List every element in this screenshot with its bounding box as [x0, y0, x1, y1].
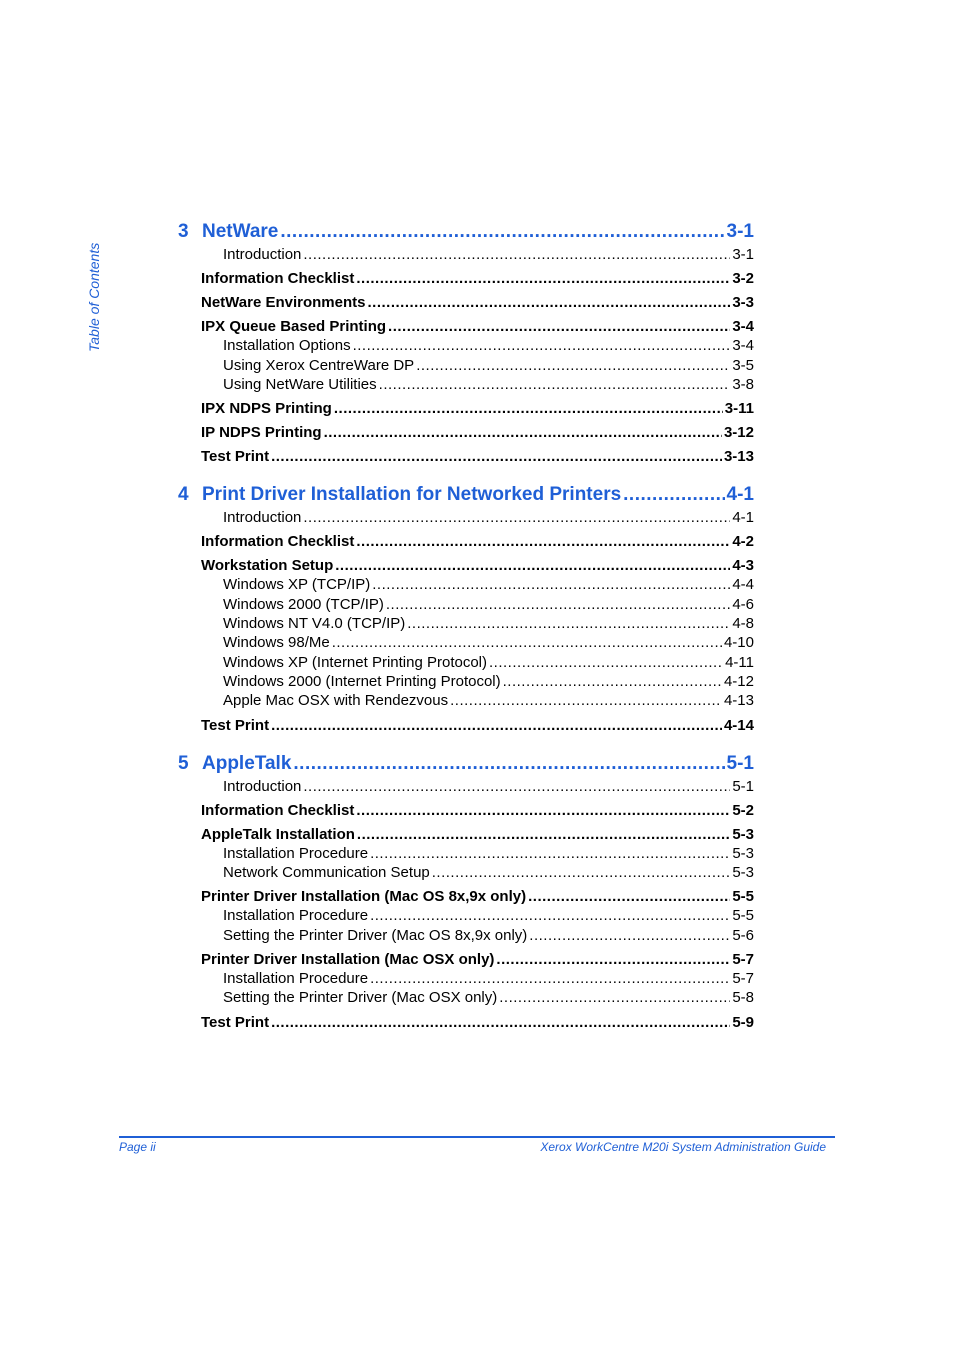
dot-leader: [367, 294, 730, 311]
chapter-page: 3-1: [726, 221, 754, 242]
dot-leader: [528, 888, 730, 905]
entry-page: 5-8: [732, 989, 754, 1007]
toc-section-entry[interactable]: [201, 1014, 754, 1033]
chapter-title: NetWare: [202, 221, 279, 242]
table-of-contents: [178, 218, 754, 1033]
dot-leader: [450, 692, 722, 709]
entry-page: 3-13: [723, 448, 754, 466]
dot-leader: [379, 376, 731, 393]
toc-section-entry[interactable]: [201, 717, 754, 736]
chapter-line: [202, 753, 754, 775]
toc-section-entry[interactable]: [201, 557, 754, 576]
toc-subsection-entry[interactable]: [223, 927, 754, 946]
dot-leader: [370, 845, 730, 862]
toc-subsection-entry[interactable]: [223, 864, 754, 883]
toc-subsection-entry[interactable]: [223, 509, 754, 528]
dot-leader: [370, 970, 730, 987]
dot-leader: [271, 448, 722, 465]
entry-page: 5-3: [732, 825, 754, 843]
toc-subsection-entry[interactable]: [223, 970, 754, 989]
toc-section-entry[interactable]: [201, 270, 754, 289]
toc-subsection-entry[interactable]: [223, 357, 754, 376]
toc-subsection-entry[interactable]: [223, 615, 754, 634]
entry-title: Installation Options: [223, 337, 351, 355]
entry-page: 5-1: [732, 777, 754, 795]
entry-page: 4-14: [723, 716, 754, 734]
toc-subsection-entry[interactable]: [223, 634, 754, 653]
entry-page: 3-8: [732, 375, 754, 393]
dot-leader: [529, 927, 730, 944]
chapter-number: 5: [178, 752, 189, 774]
entry-title: Windows 98/Me: [223, 634, 330, 652]
dot-leader: [489, 654, 723, 671]
dot-leader: [432, 864, 731, 881]
dot-leader: [303, 509, 730, 526]
toc-subsection-entry[interactable]: [223, 989, 754, 1008]
entry-page: 3-5: [732, 356, 754, 374]
toc-subsection-entry[interactable]: [223, 673, 754, 692]
entry-title: NetWare Environments: [201, 294, 366, 312]
entry-title: Test Print: [201, 1013, 270, 1031]
dot-leader: [416, 357, 730, 374]
toc-section-entry[interactable]: [201, 826, 754, 845]
toc-chapter[interactable]: [178, 218, 754, 246]
entry-page: 3-1: [732, 246, 754, 263]
dot-leader: [370, 907, 730, 924]
dot-leader: [357, 826, 730, 843]
entry-page: 4-11: [725, 653, 754, 671]
entry-title: Windows 2000 (Internet Printing Protocol): [223, 672, 501, 690]
entry-title: Introduction: [223, 246, 302, 263]
dot-leader: [356, 270, 730, 287]
toc-section-entry[interactable]: [201, 448, 754, 467]
entry-title: Installation Procedure: [223, 907, 369, 925]
dot-leader: [372, 576, 730, 593]
dot-leader: [407, 615, 730, 632]
toc-section-entry[interactable]: [201, 802, 754, 821]
entry-title: Apple Mac OSX with Rendezvous: [223, 692, 449, 710]
entry-title: Printer Driver Installation (Mac OSX only): [201, 951, 495, 969]
entry-page: 4-1: [732, 509, 754, 527]
entry-title: Test Print: [201, 716, 270, 734]
entry-page: 3-11: [724, 400, 754, 418]
toc-subsection-entry[interactable]: [223, 778, 754, 797]
toc-subsection-entry[interactable]: [223, 654, 754, 673]
entry-page: 5-5: [732, 888, 754, 906]
toc-subsection-entry[interactable]: [223, 246, 754, 265]
dot-leader: [293, 753, 724, 775]
dot-leader: [332, 634, 722, 651]
dot-leader: [334, 400, 723, 417]
toc-section-entry[interactable]: [201, 400, 754, 419]
toc-chapter[interactable]: [178, 481, 754, 509]
dot-leader: [271, 1014, 730, 1031]
entry-title: IPX NDPS Printing: [201, 400, 332, 418]
dot-leader: [271, 717, 722, 734]
entry-title: Workstation Setup: [201, 557, 334, 575]
chapter-page: 4-1: [726, 484, 754, 506]
entry-page: 5-3: [732, 864, 754, 882]
entry-title: Test Print: [201, 448, 270, 466]
side-tab-label: Table of Contents: [86, 242, 102, 352]
entry-page: 4-13: [723, 692, 754, 710]
entry-title: Setting the Printer Driver (Mac OS 8x,9x only): [223, 926, 528, 944]
entry-page: 5-7: [732, 951, 754, 969]
chapter-line: [202, 221, 754, 243]
toc-subsection-entry[interactable]: [223, 376, 754, 395]
entry-title: Introduction: [223, 777, 302, 795]
toc-subsection-entry[interactable]: [223, 845, 754, 864]
toc-chapter[interactable]: [178, 750, 754, 778]
entry-page: 5-7: [732, 970, 754, 988]
entry-page: 5-6: [732, 926, 754, 944]
dot-leader: [303, 778, 730, 795]
entry-title: Using NetWare Utilities: [223, 375, 377, 393]
toc-section-entry[interactable]: [201, 294, 754, 313]
toc-section-entry[interactable]: [201, 951, 754, 970]
footer-guide-title: Xerox WorkCentre M20i System Administration Guide: [540, 1140, 826, 1154]
chapter-page: 5-1: [726, 752, 754, 774]
dot-leader: [386, 596, 730, 613]
dot-leader: [499, 989, 730, 1006]
toc-section-entry[interactable]: [201, 533, 754, 552]
entry-title: Windows XP (Internet Printing Protocol): [223, 653, 488, 671]
entry-title: IP NDPS Printing: [201, 424, 322, 442]
entry-title: Windows XP (TCP/IP): [223, 576, 371, 594]
entry-title: Installation Procedure: [223, 844, 369, 862]
entry-page: 3-2: [732, 270, 754, 288]
entry-page: 4-4: [732, 576, 754, 594]
dot-leader: [356, 533, 730, 550]
dot-leader: [356, 802, 730, 819]
entry-title: Installation Procedure: [223, 970, 369, 988]
entry-page: 3-4: [732, 337, 754, 355]
toc-section-entry[interactable]: [201, 424, 754, 443]
dot-leader: [280, 221, 724, 243]
toc-section-entry[interactable]: [201, 318, 754, 337]
dot-leader: [353, 337, 731, 354]
footer-page-number: Page ii: [119, 1140, 156, 1154]
entry-title: Information Checklist: [201, 270, 355, 288]
dot-leader: [303, 246, 730, 263]
dot-leader: [496, 951, 730, 968]
entry-title: Information Checklist: [201, 801, 355, 819]
entry-page: 3-3: [732, 294, 754, 312]
entry-title: Setting the Printer Driver (Mac OSX only): [223, 989, 498, 1007]
entry-page: 4-12: [723, 672, 754, 690]
toc-section-entry[interactable]: [201, 888, 754, 907]
entry-title: Network Communication Setup: [223, 864, 430, 882]
entry-page: 4-8: [732, 615, 754, 633]
entry-page: 5-9: [732, 1013, 754, 1031]
toc-subsection-entry[interactable]: [223, 576, 754, 595]
entry-page: 5-3: [732, 844, 754, 862]
entry-page: 4-3: [732, 557, 754, 575]
toc-subsection-entry[interactable]: [223, 692, 754, 711]
chapter-title: AppleTalk: [202, 752, 292, 774]
chapter-number: 4: [178, 484, 189, 506]
entry-title: Windows NT V4.0 (TCP/IP): [223, 615, 406, 633]
entry-page: 5-2: [732, 801, 754, 819]
entry-page: 3-4: [732, 318, 754, 336]
entry-title: Printer Driver Installation (Mac OS 8x,9x only): [201, 888, 527, 906]
entry-title: AppleTalk Installation: [201, 825, 355, 843]
entry-page: 4-2: [732, 533, 754, 551]
chapter-number: 3: [178, 221, 189, 242]
toc-subsection-entry[interactable]: [223, 337, 754, 356]
entry-title: Using Xerox CentreWare DP: [223, 356, 415, 374]
entry-title: Information Checklist: [201, 533, 355, 551]
entry-page: 4-10: [723, 634, 754, 652]
dot-leader: [623, 484, 724, 506]
entry-title: Windows 2000 (TCP/IP): [223, 595, 384, 613]
dot-leader: [335, 557, 730, 574]
footer-rule: [119, 1136, 835, 1138]
chapter-line: [202, 484, 754, 506]
entry-page: 5-5: [732, 907, 754, 925]
dot-leader: [503, 673, 722, 690]
toc-subsection-entry[interactable]: [223, 907, 754, 926]
entry-title: IPX Queue Based Printing: [201, 318, 387, 336]
entry-title: Introduction: [223, 509, 302, 527]
entry-page: 4-6: [732, 595, 754, 613]
entry-page: 3-12: [723, 424, 754, 442]
chapter-title: Print Driver Installation for Networked Printers: [202, 484, 622, 506]
dot-leader: [324, 424, 722, 441]
toc-subsection-entry[interactable]: [223, 596, 754, 615]
dot-leader: [388, 318, 730, 335]
